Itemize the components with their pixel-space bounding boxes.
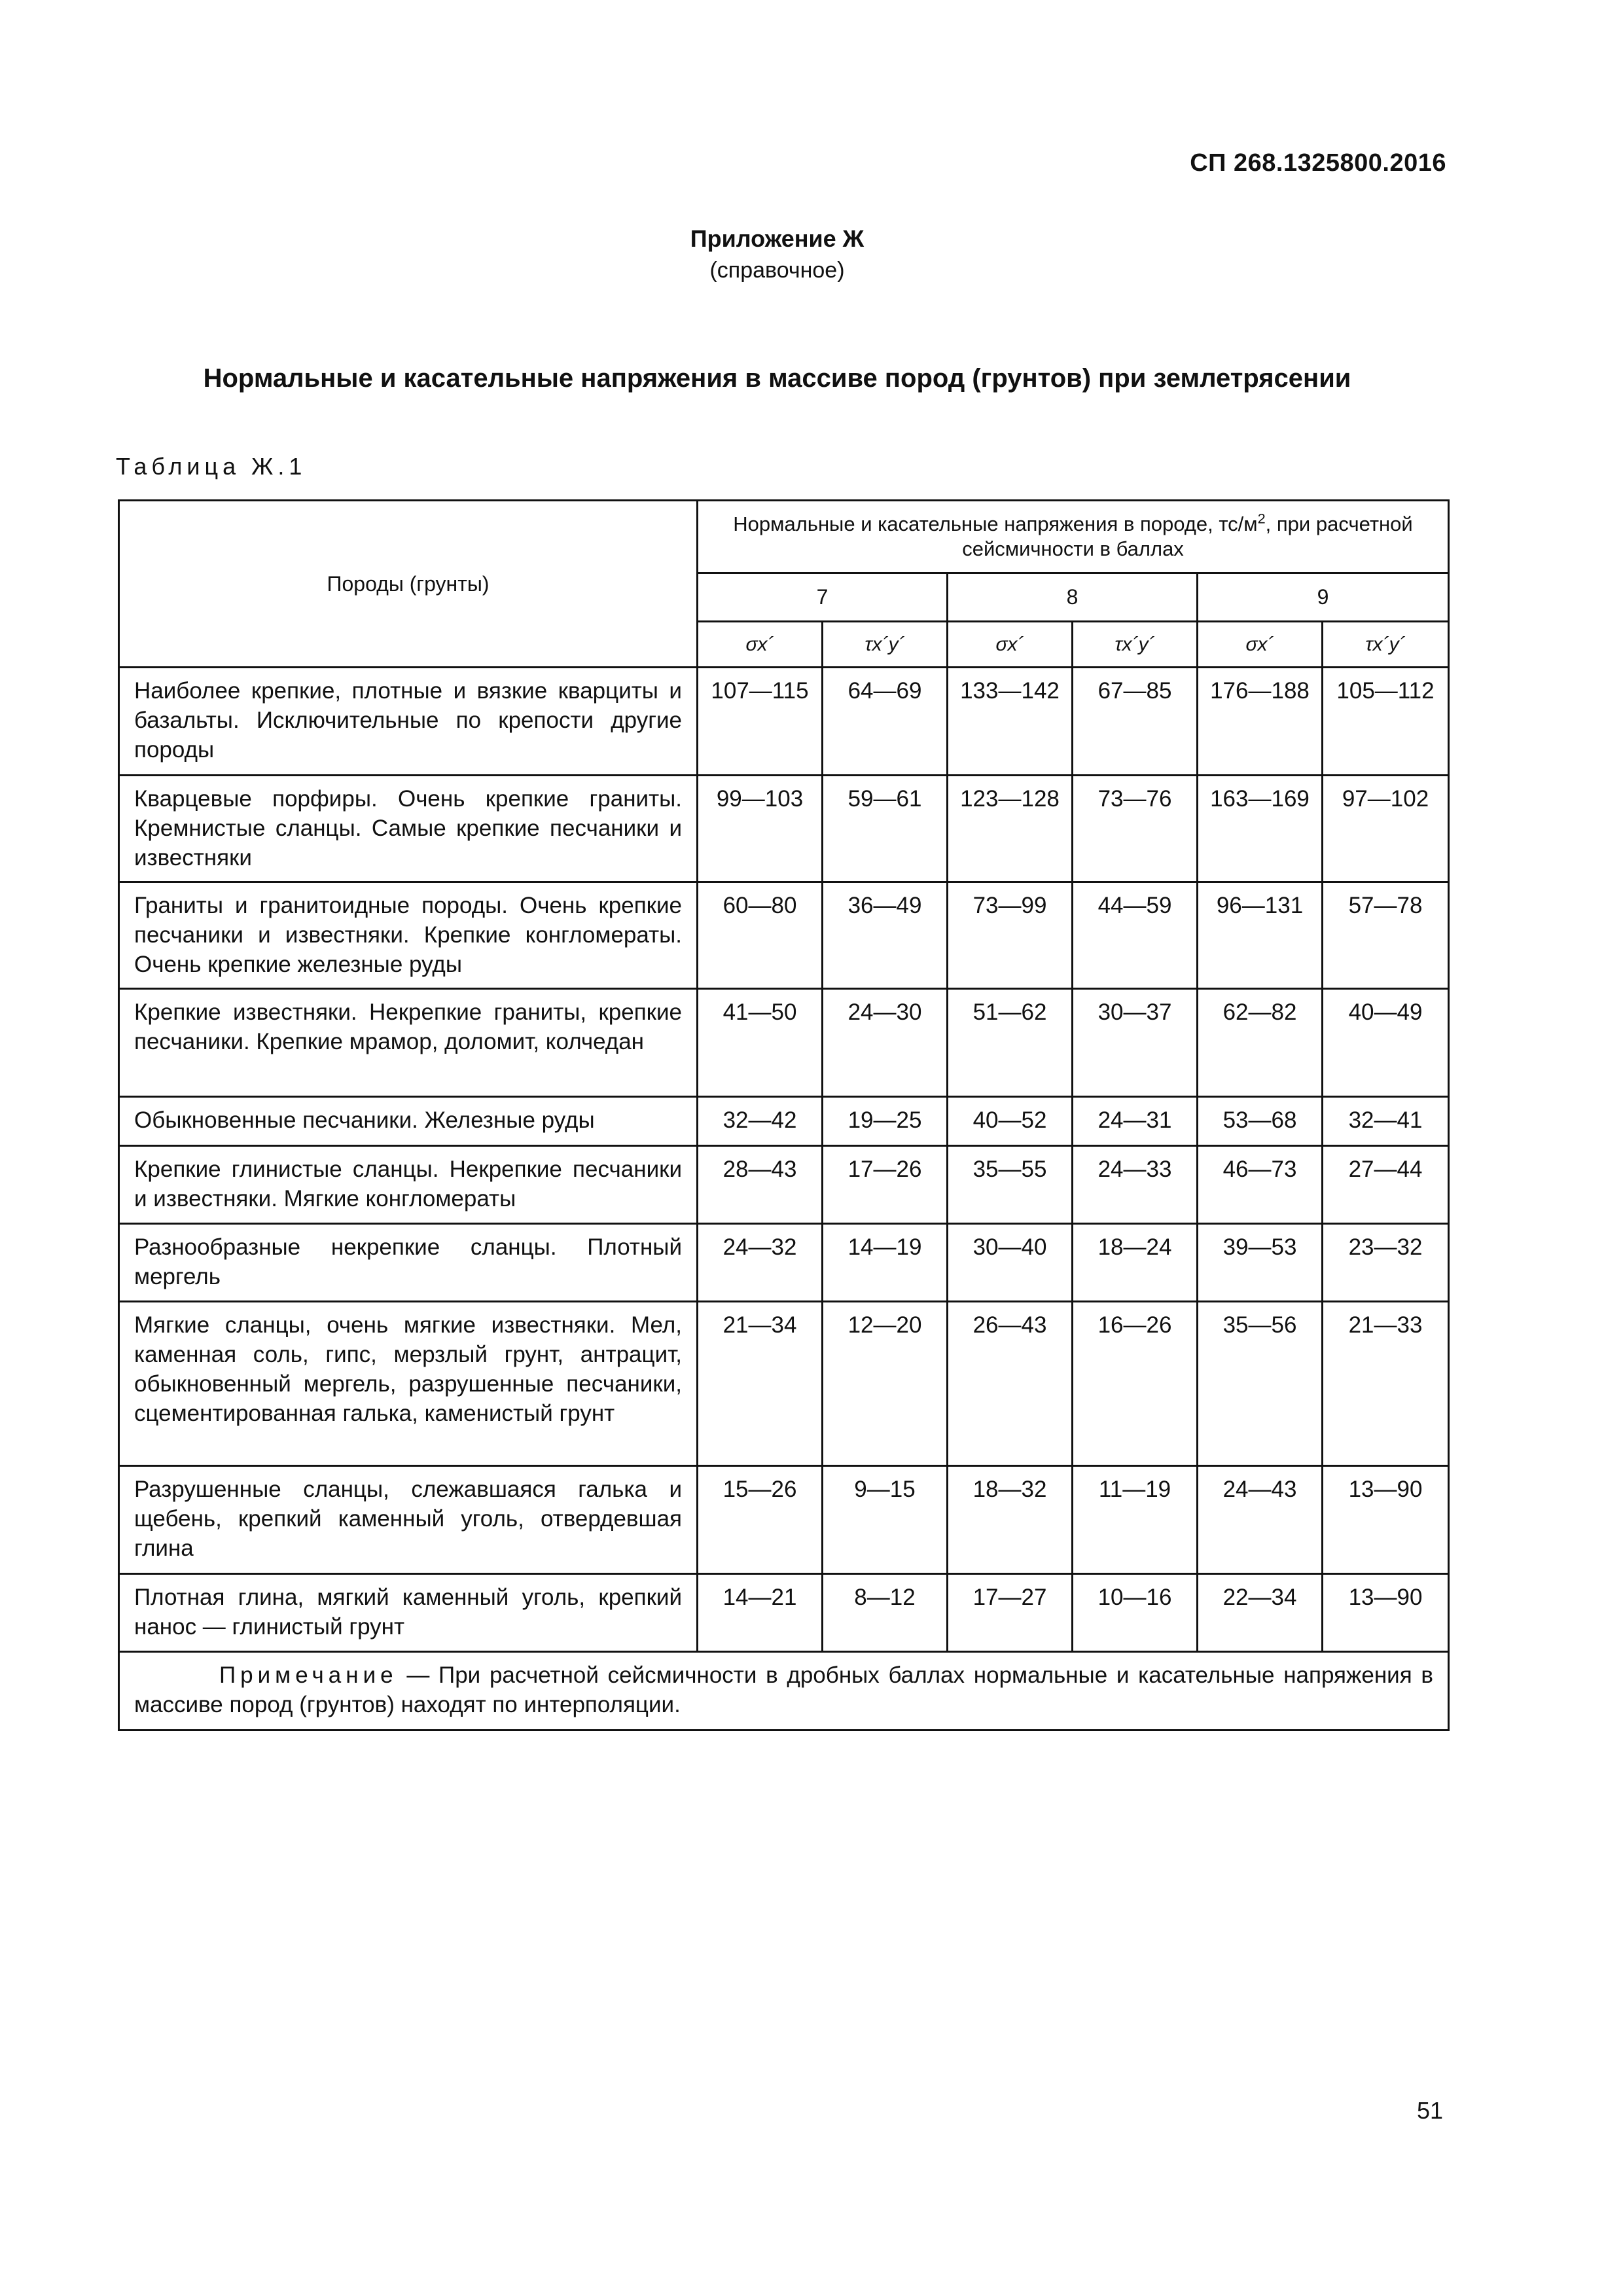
stress-value: 64—69 [823, 668, 948, 776]
stress-value: 73—99 [948, 882, 1073, 989]
stress-value: 163—169 [1198, 776, 1323, 882]
stress-value: 24—43 [1198, 1466, 1323, 1574]
header-symbol: σx´ [948, 622, 1073, 668]
stress-value: 18—32 [948, 1466, 1073, 1574]
stress-value: 53—68 [1198, 1097, 1323, 1146]
table-row [119, 1302, 1449, 1466]
header-stress-caption [698, 501, 1449, 573]
appendix-title: Приложение Ж [690, 225, 865, 252]
table-row [119, 1574, 1449, 1652]
table-row [119, 989, 1449, 1097]
header-symbol: τx´y´ [1073, 622, 1198, 668]
header-symbol: τx´y´ [823, 622, 948, 668]
stress-value: 24—30 [823, 989, 948, 1097]
table-row [119, 1224, 1449, 1302]
stress-value: 60—80 [698, 882, 823, 989]
stress-value: 41—50 [698, 989, 823, 1097]
stress-value: 39—53 [1198, 1224, 1323, 1302]
rock-description: Разрушенные сланцы, слежавшаяся галька и щебень, крепкий каменный уголь, отвердевшая глина [119, 1466, 698, 1574]
stress-table [118, 499, 1450, 1731]
stress-value: 105—112 [1323, 668, 1449, 776]
stress-value: 16—26 [1073, 1302, 1198, 1466]
header-symbol: σx´ [1198, 622, 1323, 668]
rock-description: Мягкие сланцы, очень мягкие известняки. Мел, каменная соль, гипс, мерзлый грунт, антрацит, обыкновенный мергель, разрушенные песчаники, сцементированная галька, каменистый грунт [119, 1302, 698, 1466]
table-row [119, 1097, 1449, 1146]
appendix-subtitle: (справочное) [709, 258, 845, 283]
header-symbol: τx´y´ [1323, 622, 1449, 668]
rock-description: Наиболее крепкие, плотные и вязкие кварциты и базальты. Исключительные по крепости другие породы [119, 668, 698, 776]
header-symbol: σx´ [698, 622, 823, 668]
stress-value: 67—85 [1073, 668, 1198, 776]
header-intensity-9: 9 [1198, 573, 1449, 622]
stress-value: 32—41 [1323, 1097, 1449, 1146]
stress-value: 24—33 [1073, 1146, 1198, 1224]
stress-value: 96—131 [1198, 882, 1323, 989]
stress-value: 21—34 [698, 1302, 823, 1466]
stress-value: 23—32 [1323, 1224, 1449, 1302]
stress-value: 24—31 [1073, 1097, 1198, 1146]
stress-value: 99—103 [698, 776, 823, 882]
table-row [119, 1466, 1449, 1574]
stress-value: 40—49 [1323, 989, 1449, 1097]
section-title: Нормальные и касательные напряжения в массиве пород (грунтов) при землетрясении [203, 364, 1351, 393]
stress-value: 32—42 [698, 1097, 823, 1146]
stress-value: 22—34 [1198, 1574, 1323, 1652]
note-label: Примечание [219, 1662, 398, 1688]
stress-value: 21—33 [1323, 1302, 1449, 1466]
header-rocks: Породы (грунты) [119, 501, 698, 668]
stress-value: 30—40 [948, 1224, 1073, 1302]
stress-value: 27—44 [1323, 1146, 1449, 1224]
header-intensity-7: 7 [698, 573, 948, 622]
stress-value: 123—128 [948, 776, 1073, 882]
stress-value: 46—73 [1198, 1146, 1323, 1224]
stress-value: 14—19 [823, 1224, 948, 1302]
header-stress-caption-post: , при расчетной сейсмичности в баллах [962, 512, 1413, 560]
stress-value: 44—59 [1073, 882, 1198, 989]
stress-value: 12—20 [823, 1302, 948, 1466]
page-number: 51 [1416, 2097, 1443, 2124]
stress-value: 62—82 [1198, 989, 1323, 1097]
stress-value: 15—26 [698, 1466, 823, 1574]
table-note [119, 1652, 1449, 1731]
stress-value: 9—15 [823, 1466, 948, 1574]
stress-value: 13—90 [1323, 1574, 1449, 1652]
rock-description: Разнообразные некрепкие сланцы. Плотный мергель [119, 1224, 698, 1302]
stress-value: 8—12 [823, 1574, 948, 1652]
header-intensity-8: 8 [948, 573, 1198, 622]
stress-value: 51—62 [948, 989, 1073, 1097]
stress-value: 35—55 [948, 1146, 1073, 1224]
stress-value: 133—142 [948, 668, 1073, 776]
document-code: СП 268.1325800.2016 [1190, 149, 1446, 177]
rock-description: Крепкие известняки. Некрепкие граниты, крепкие песчаники. Крепкие мрамор, доломит, колчедан [119, 989, 698, 1097]
stress-value: 18—24 [1073, 1224, 1198, 1302]
table-row [119, 882, 1449, 989]
table-row [119, 776, 1449, 882]
stress-value: 36—49 [823, 882, 948, 989]
header-stress-caption-sup: 2 [1257, 510, 1266, 527]
stress-value: 10—16 [1073, 1574, 1198, 1652]
stress-value: 107—115 [698, 668, 823, 776]
table-row [119, 1146, 1449, 1224]
stress-value: 19—25 [823, 1097, 948, 1146]
stress-value: 26—43 [948, 1302, 1073, 1466]
header-stress-caption-pre: Нормальные и касательные напряжения в породе, тс/м [733, 512, 1258, 535]
rock-description: Кварцевые порфиры. Очень крепкие граниты. Кремнистые сланцы. Самые крепкие песчаники и известняки [119, 776, 698, 882]
stress-value: 40—52 [948, 1097, 1073, 1146]
note-text: — При расчетной сейсмичности в дробных баллах нормальные и касательные напряжения в массиве пород (грунтов) находят по интерполяции. [134, 1662, 1434, 1717]
stress-value: 11—19 [1073, 1466, 1198, 1574]
stress-value: 35—56 [1198, 1302, 1323, 1466]
table-row [119, 668, 1449, 776]
stress-value: 59—61 [823, 776, 948, 882]
stress-value: 57—78 [1323, 882, 1449, 989]
rock-description: Крепкие глинистые сланцы. Некрепкие песчаники и известняки. Мягкие конгломераты [119, 1146, 698, 1224]
stress-value: 73—76 [1073, 776, 1198, 882]
stress-value: 17—26 [823, 1146, 948, 1224]
stress-value: 28—43 [698, 1146, 823, 1224]
rock-description: Обыкновенные песчаники. Железные руды [119, 1097, 698, 1146]
stress-value: 24—32 [698, 1224, 823, 1302]
note-row [119, 1652, 1449, 1731]
stress-value: 97—102 [1323, 776, 1449, 882]
rock-description: Плотная глина, мягкий каменный уголь, крепкий нанос — глинистый грунт [119, 1574, 698, 1652]
table-label: Таблица Ж.1 [116, 453, 307, 480]
stress-value: 176—188 [1198, 668, 1323, 776]
stress-value: 30—37 [1073, 989, 1198, 1097]
rock-description: Граниты и гранитоидные породы. Очень крепкие песчаники и известняки. Крепкие конгломераты. Очень крепкие железные руды [119, 882, 698, 989]
stress-value: 17—27 [948, 1574, 1073, 1652]
stress-value: 14—21 [698, 1574, 823, 1652]
stress-value: 13—90 [1323, 1466, 1449, 1574]
